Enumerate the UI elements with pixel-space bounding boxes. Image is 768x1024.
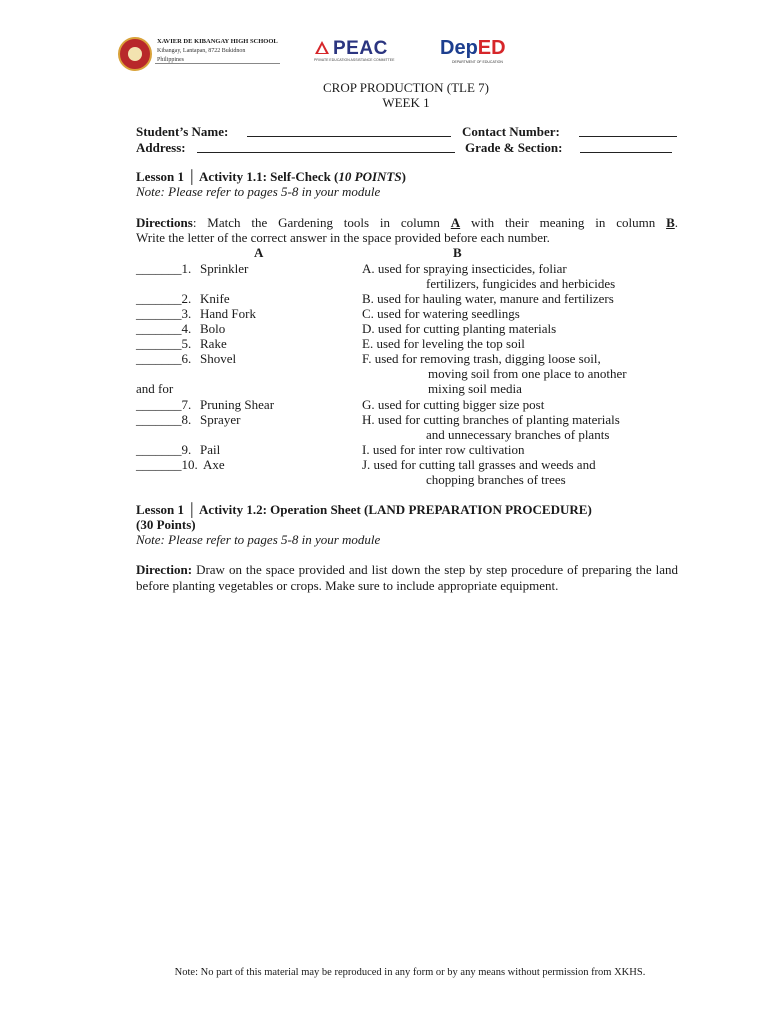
- tool-name-6: Shovel: [200, 351, 237, 366]
- column-b-header: B: [453, 245, 462, 260]
- answer-blank-2[interactable]: _______2.: [136, 291, 192, 306]
- tool-name-2: Knife: [200, 291, 230, 306]
- meaning-c: C. used for watering seedlings: [362, 306, 520, 321]
- tool-name-7: Pruning Shear: [200, 397, 275, 412]
- answer-blank-8[interactable]: _______8.: [136, 412, 192, 427]
- tool-name-8: Sprayer: [200, 412, 241, 427]
- activity2-note: Note: Please refer to pages 5-8 in your module: [136, 532, 381, 547]
- tool-name-3: Hand Fork: [200, 306, 256, 321]
- answer-blank-6[interactable]: _______6.: [136, 351, 192, 366]
- meaning-i: I. used for inter row cultivation: [362, 442, 525, 457]
- grade-section-label: Grade & Section:: [465, 140, 563, 155]
- header-divider: [155, 63, 280, 64]
- contact-number-label: Contact Number:: [462, 124, 560, 139]
- meaning-b: B. used for hauling water, manure and fertilizers: [362, 291, 614, 306]
- deped-logo: DepED: [440, 37, 506, 59]
- tool-name-9: Pail: [200, 442, 221, 457]
- activity2-points: (30 Points): [136, 517, 196, 532]
- meaning-f: F. used for removing trash, digging loose soil,: [362, 351, 601, 366]
- activity1-heading: Lesson 1 │ Activity 1.1: Self-Check (10 POINTS): [136, 169, 406, 184]
- copyright-footer: Note: No part of this material may be reproduced in any form or by any means without permission from XKHS.: [174, 967, 646, 978]
- meaning-h: H. used for cutting branches of planting materials: [362, 412, 620, 427]
- answer-blank-9[interactable]: _______9.: [136, 442, 192, 457]
- drawing-answer-area[interactable]: [136, 612, 678, 952]
- peac-emblem-icon: [314, 40, 330, 56]
- document-title: CROP PRODUCTION (TLE 7): [323, 80, 489, 95]
- tool-name-10: Axe: [203, 457, 225, 472]
- activity2-direction: Direction: Draw on the space provided and list down the step by step procedure of preparing the land before planting vegetables or crops. Make sure to include appropriate equipment.: [136, 562, 678, 593]
- answer-blank-4[interactable]: _______4.: [136, 321, 192, 336]
- meaning-j-cont: chopping branches of trees: [426, 472, 566, 487]
- activity1-note: Note: Please refer to pages 5-8 in your module: [136, 184, 381, 199]
- peac-subtitle: PRIVATE EDUCATION ASSISTANCE COMMITTEE: [314, 58, 395, 62]
- answer-blank-3[interactable]: _______3.: [136, 306, 192, 321]
- meaning-d: D. used for cutting planting materials: [362, 321, 557, 336]
- meaning-f-stray-text: and for: [136, 381, 174, 396]
- school-country: Philippines: [157, 57, 185, 63]
- tool-name-5: Rake: [200, 336, 227, 351]
- column-a-header: A: [254, 245, 264, 260]
- answer-blank-10[interactable]: _______10.: [136, 457, 198, 472]
- school-address: Kibangay, Lantapan, 8722 Bukidnon: [157, 48, 246, 54]
- meaning-f-cont: moving soil from one place to another: [428, 366, 627, 381]
- answer-blank-1[interactable]: _______1.: [136, 261, 192, 276]
- meaning-h-cont: and unnecessary branches of plants: [426, 427, 610, 442]
- address-label: Address:: [136, 140, 186, 155]
- school-name: XAVIER DE KIBANGAY HIGH SCHOOL: [157, 38, 278, 45]
- peac-logo: PEAC: [333, 38, 388, 59]
- tool-name-4: Bolo: [200, 321, 226, 336]
- deped-subtitle: DEPARTMENT OF EDUCATION: [452, 60, 503, 64]
- meaning-f-cont2: mixing soil media: [428, 381, 522, 396]
- answer-blank-5[interactable]: _______5.: [136, 336, 192, 351]
- student-name-label: Student’s Name:: [136, 124, 229, 139]
- meaning-g: G. used for cutting bigger size post: [362, 397, 545, 412]
- meaning-a-cont: fertilizers, fungicides and herbicides: [426, 276, 616, 291]
- school-seal-logo: [118, 37, 152, 71]
- answer-blank-7[interactable]: _______7.: [136, 397, 192, 412]
- meaning-j: J. used for cutting tall grasses and weeds and: [362, 457, 596, 472]
- contact-number-field[interactable]: [579, 124, 677, 137]
- meaning-e: E. used for leveling the top soil: [362, 336, 525, 351]
- student-name-field[interactable]: [247, 124, 451, 137]
- address-field[interactable]: [197, 140, 455, 153]
- activity1-directions: Directions: Match the Gardening tools in column A with their meaning in column B.: [136, 215, 678, 230]
- tool-name-1: Sprinkler: [200, 261, 249, 276]
- activity1-directions-line2: Write the letter of the correct answer in the space provided before each number.: [136, 230, 550, 245]
- document-week: WEEK 1: [382, 95, 430, 110]
- activity2-heading: Lesson 1 │ Activity 1.2: Operation Sheet (LAND PREPARATION PROCEDURE): [136, 502, 592, 517]
- meaning-a: A. used for spraying insecticides, foliar: [362, 261, 567, 276]
- grade-section-field[interactable]: [580, 140, 672, 153]
